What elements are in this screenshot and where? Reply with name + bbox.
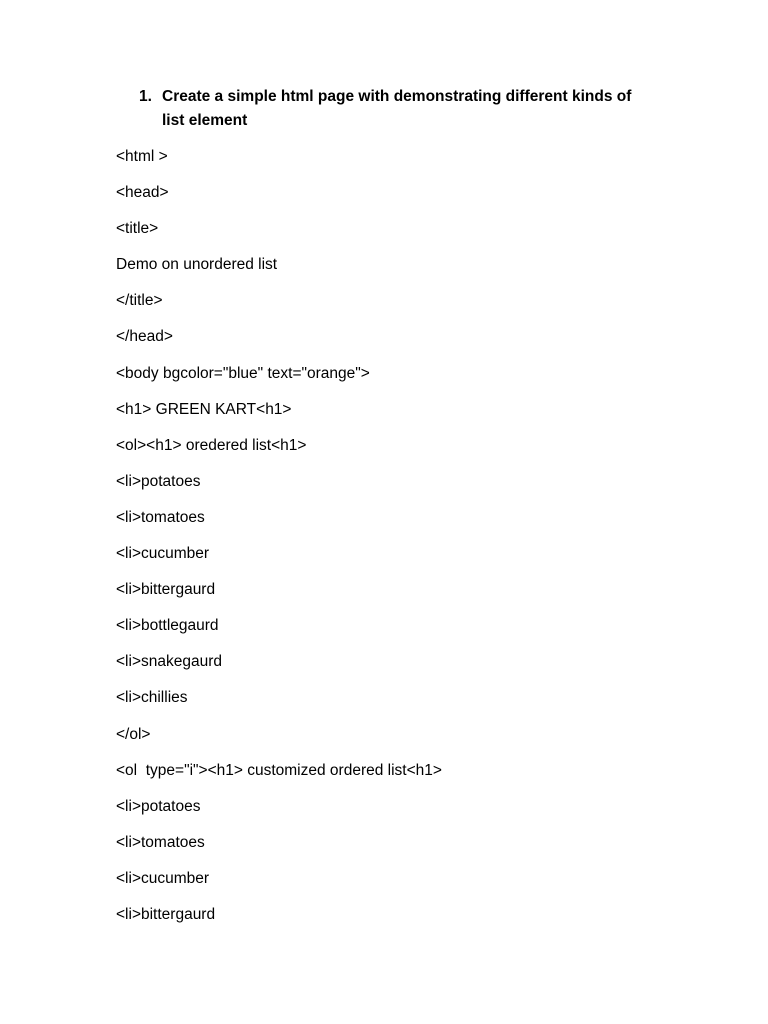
code-line: <li>potatoes [116, 797, 201, 815]
code-line: <li>cucumber [116, 545, 210, 563]
code-line: <title> [116, 220, 159, 238]
code-line: <html > [116, 148, 168, 165]
code-line: </ol> [116, 725, 151, 743]
code-line: </title> [116, 292, 163, 310]
code-listing [116, 145, 716, 939]
code-line: Demo on unordered list [116, 256, 278, 274]
question-heading [139, 85, 639, 133]
heading-text: Create a simple html page with demonstrating different kinds of list element [162, 88, 632, 129]
code-line: <li>tomatoes [116, 508, 205, 526]
code-line: <li>chillies [116, 689, 188, 707]
code-line: <li>tomatoes [116, 833, 205, 851]
code-line: <ol type="i"><h1> customized ordered list<h1> [116, 761, 442, 779]
code-line: <li>bottlegaurd [116, 617, 219, 635]
code-line: <li>snakegaurd [116, 653, 222, 671]
code-line: </head> [116, 328, 173, 346]
code-line: <li>cucumber [116, 869, 210, 887]
code-line: <ol><h1> oredered list<h1> [116, 436, 307, 454]
heading-number: 1. [139, 88, 152, 105]
code-line: <body bgcolor="blue" text="orange"> [116, 364, 370, 382]
code-line: <h1> GREEN KART<h1> [116, 400, 292, 418]
code-line: <head> [116, 184, 169, 202]
code-line: <li>potatoes [116, 472, 201, 490]
code-line: <li>bittergaurd [116, 581, 216, 599]
code-line: <li>bittergaurd [116, 905, 216, 923]
